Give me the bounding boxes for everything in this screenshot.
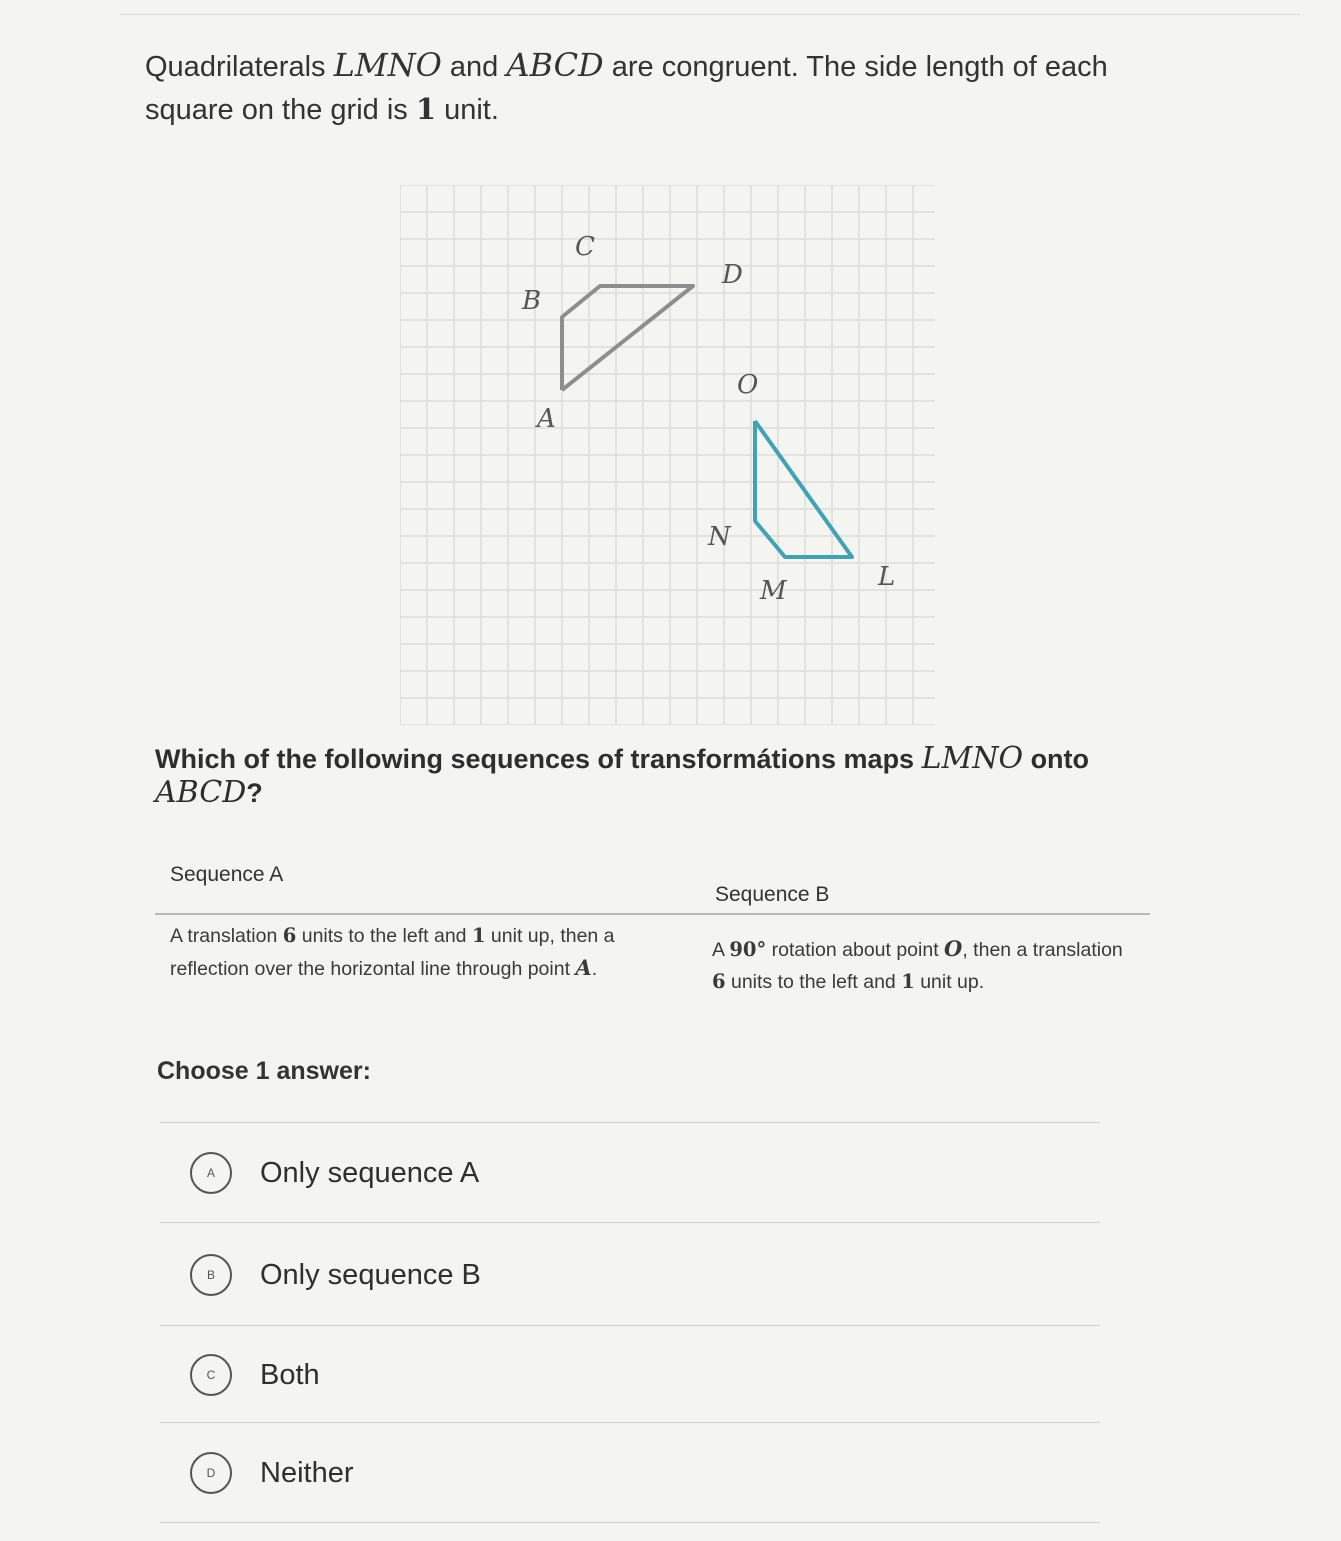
choice-divider	[160, 1422, 1100, 1423]
choice-a-label: Only sequence A	[260, 1156, 480, 1189]
problem-prompt	[145, 44, 1155, 131]
seq-a-text-3: unit up, then a reflection over the horizontal line through point	[170, 925, 615, 980]
vertex-label-n: N	[708, 522, 731, 552]
choice-d-label: Neither	[260, 1456, 354, 1489]
seq-b-text-3: , then a translation	[962, 939, 1123, 961]
sequence-b-description	[712, 933, 1132, 998]
prompt-text-4: unit.	[436, 94, 499, 126]
seq-b-text-1: A	[712, 939, 730, 961]
seq-a-text-4: .	[591, 958, 598, 980]
choice-b-option[interactable]	[190, 1250, 890, 1300]
seq-a-text-2: units to the left and	[296, 925, 472, 947]
seq-b-point: O	[944, 936, 963, 961]
question-shape-abcd: ABCD	[155, 775, 247, 810]
vertex-label-d: D	[722, 260, 743, 290]
choice-d-radio[interactable]	[190, 1452, 232, 1494]
choice-a-letter: A	[206, 1166, 215, 1180]
choice-c-label: Both	[260, 1358, 320, 1391]
choice-a-option[interactable]	[190, 1148, 890, 1198]
choice-c-radio[interactable]	[190, 1354, 232, 1396]
question-text-main: Which of the following sequences of transformátions maps	[155, 744, 922, 774]
choice-c-option[interactable]	[190, 1350, 890, 1400]
prompt-text-1: Quadrilaterals	[145, 51, 334, 83]
shape-lmno-label: LMNO	[333, 46, 442, 84]
choice-d-option[interactable]	[190, 1448, 890, 1498]
sequence-a-header: Sequence A	[170, 863, 284, 886]
sequence-b-header: Sequence B	[715, 883, 830, 906]
grid-lines	[400, 185, 935, 725]
vertex-label-m: M	[760, 576, 787, 606]
vertex-label-a: A	[537, 404, 556, 434]
seq-a-text-1: A translation	[170, 925, 283, 947]
choice-b-radio[interactable]	[190, 1254, 232, 1296]
choice-c-letter: C	[206, 1368, 216, 1382]
prompt-text-2: and	[441, 51, 507, 83]
shape-abcd-label: ABCD	[506, 46, 604, 84]
question-text-mid: onto	[1023, 744, 1090, 774]
sequence-a-description	[170, 920, 670, 985]
seq-b-num-1: 6	[712, 970, 726, 993]
choice-divider	[160, 1122, 1100, 1123]
seq-b-text-4: units to the left and	[725, 971, 902, 993]
question-shape-lmno: LMNO	[921, 741, 1024, 776]
choice-divider	[160, 1222, 1100, 1223]
question-text	[155, 742, 1165, 810]
seq-a-point: A	[575, 955, 592, 980]
seq-b-degrees: 90°	[729, 938, 767, 961]
unit-value: 1	[415, 92, 437, 126]
prompt-text-3: are congruent. The side length of each square on the grid is	[145, 51, 1108, 126]
choice-d-letter: D	[206, 1466, 216, 1480]
seq-b-text-2: rotation about point	[766, 939, 945, 961]
sequence-table-divider	[155, 913, 1150, 915]
seq-a-num-1: 6	[282, 924, 297, 947]
top-divider	[120, 14, 1300, 15]
vertex-label-c: C	[575, 232, 595, 262]
seq-b-num-2: 1	[901, 970, 915, 993]
choice-a-radio[interactable]	[190, 1152, 232, 1194]
choice-divider	[160, 1522, 1100, 1523]
question-text-end: ?	[246, 778, 263, 808]
choose-answer-label: Choose 1 answer:	[157, 1057, 371, 1085]
choice-divider	[160, 1325, 1100, 1326]
seq-a-num-2: 1	[471, 924, 486, 947]
choice-b-label: Only sequence B	[260, 1258, 481, 1291]
sequence-table	[155, 855, 1150, 1035]
seq-b-text-5: unit up.	[914, 971, 985, 993]
vertex-label-l: L	[878, 562, 896, 592]
coordinate-grid-figure	[400, 185, 935, 725]
grid-svg	[400, 185, 935, 725]
choice-b-letter: B	[206, 1268, 215, 1282]
vertex-label-b: B	[522, 286, 542, 316]
vertex-label-o: O	[737, 370, 759, 400]
